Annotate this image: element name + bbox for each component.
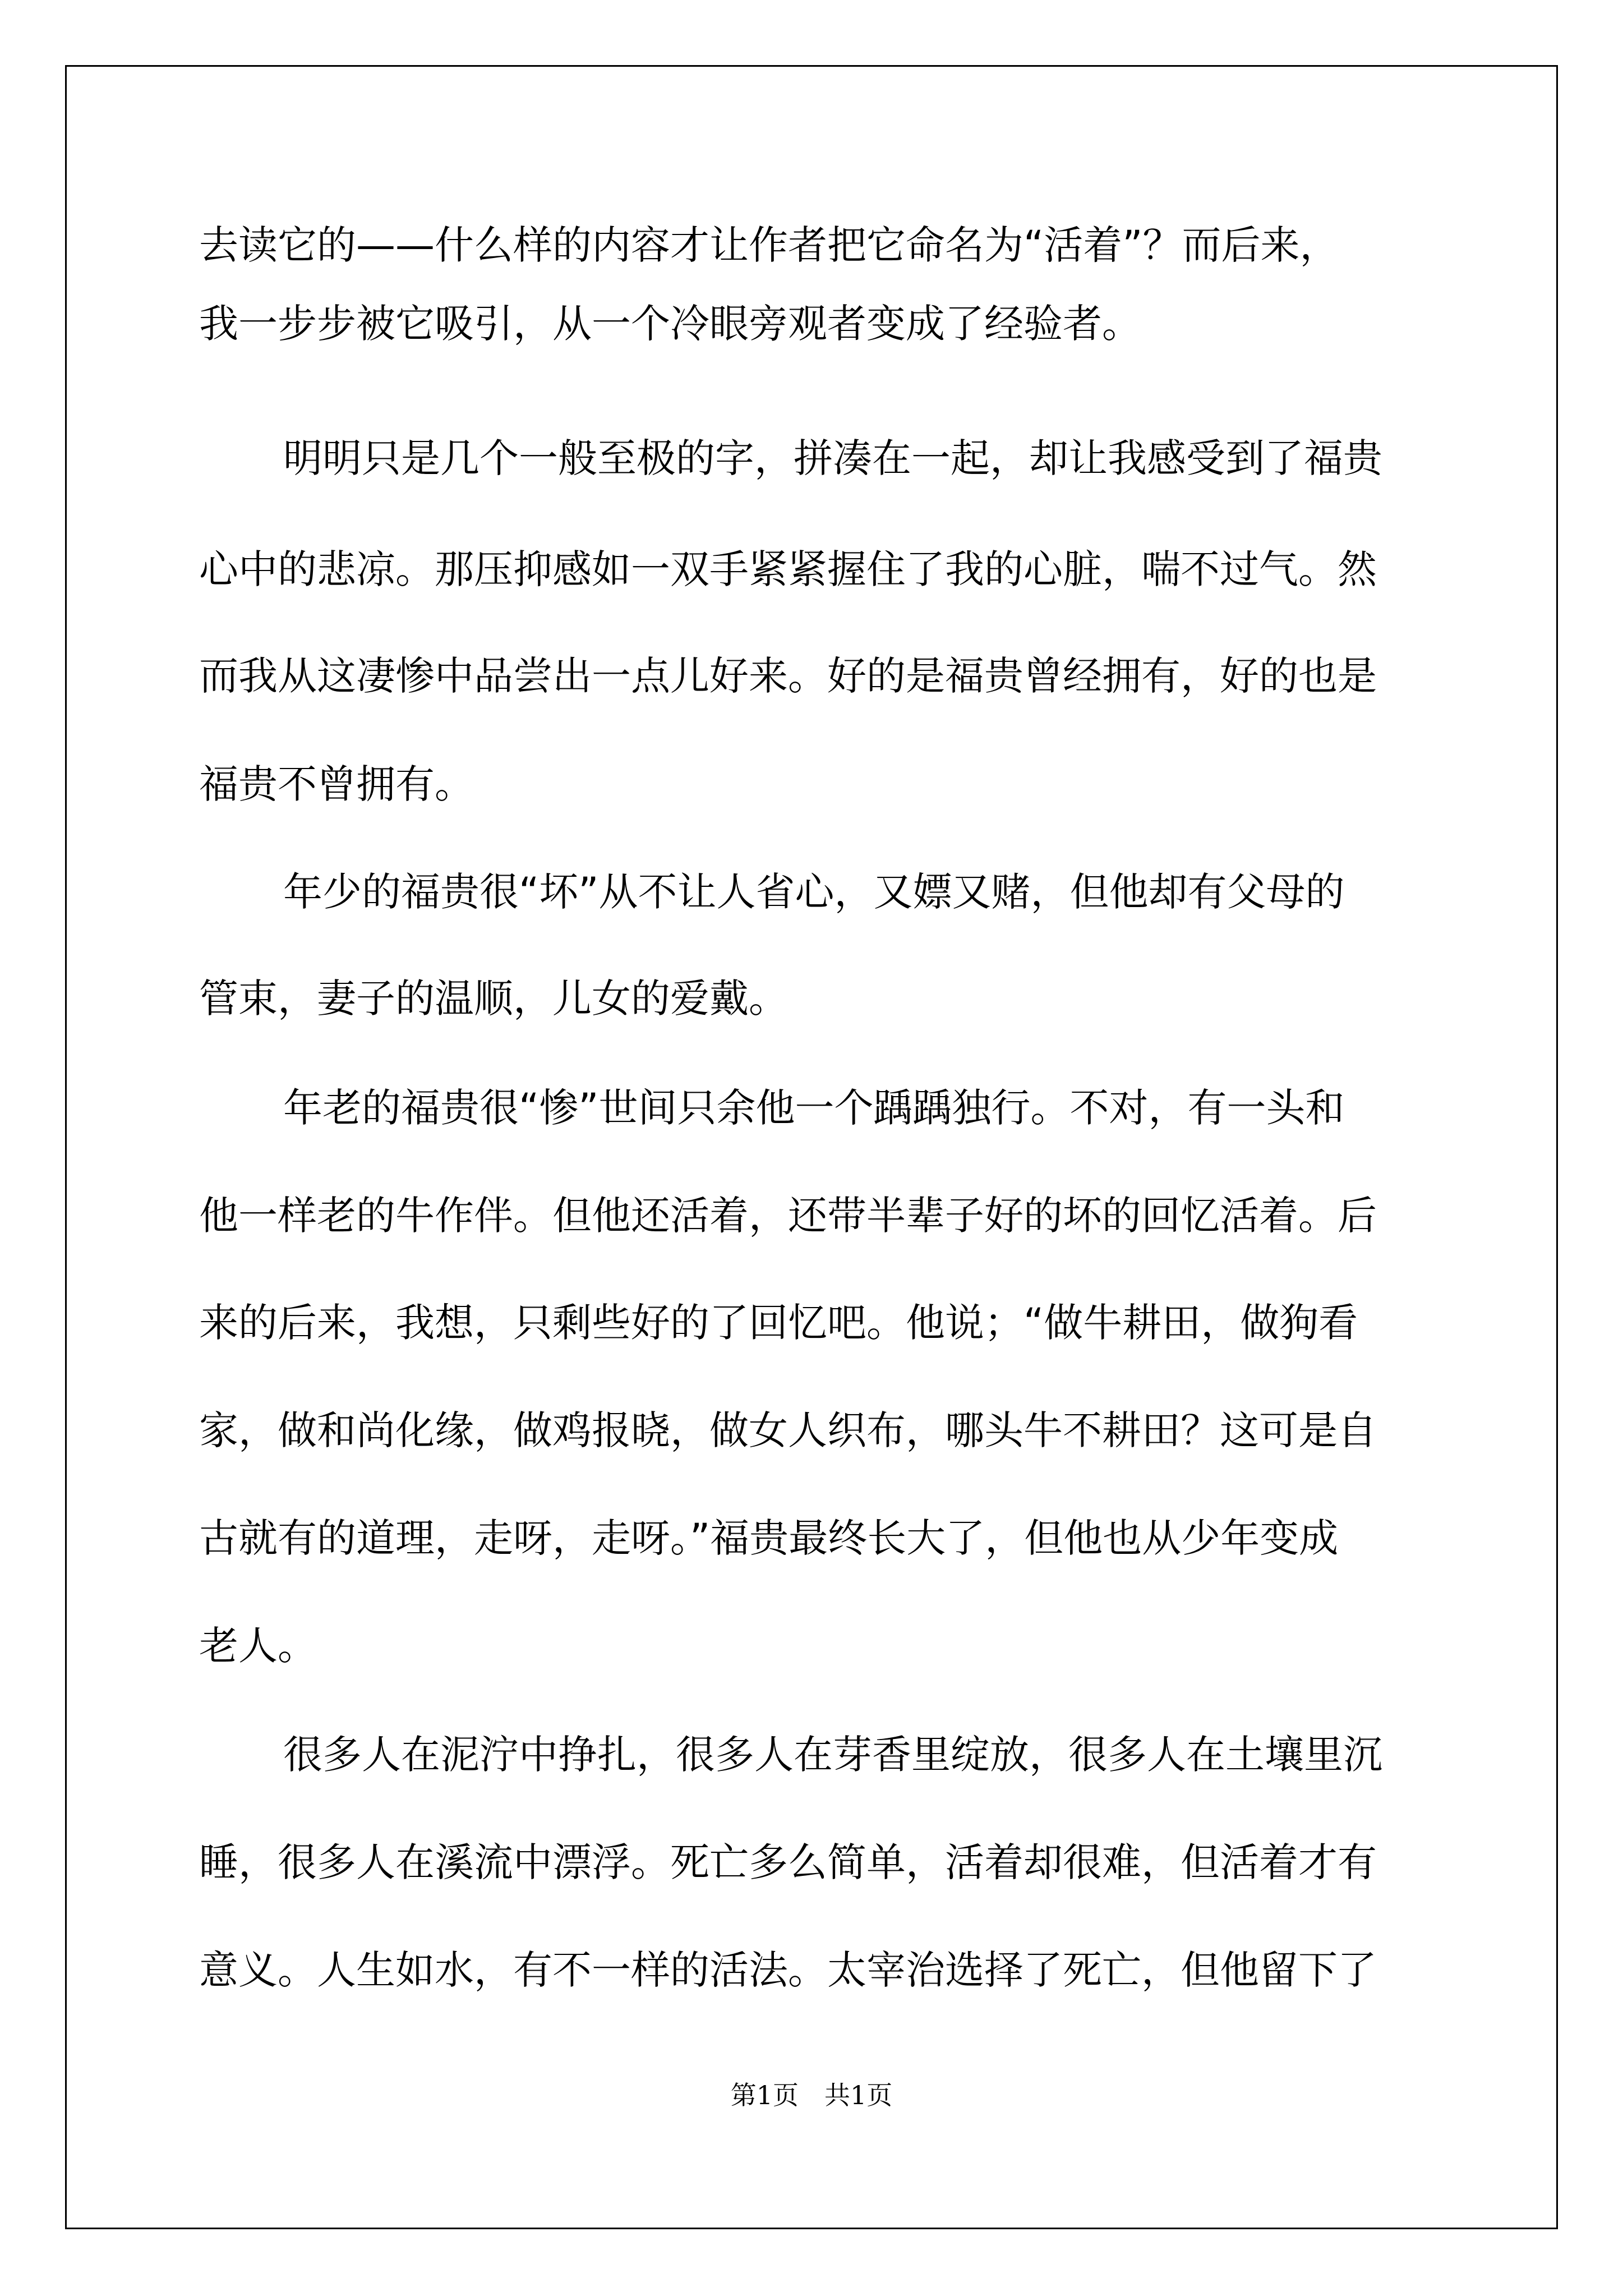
text-line: 管束，妻子的温顺，儿女的爱戴。 [199,976,788,1022]
text-line: 古就有的道理，走呀，走呀。”福贵最终长大了，但他也从少年变成 [199,1515,1339,1561]
text-line: 睡，很多人在溪流中漂浮。死亡多么简单，活着却很难，但活着才有 [199,1839,1377,1885]
text-line: 来的后来，我想，只剩些好的了回忆吧。他说；“做牛耕田，做狗看 [199,1300,1358,1346]
text-line: 福贵不曾拥有。 [199,761,474,807]
text-line: 很多人在泥泞中挣扎，很多人在芽香里绽放，很多人在土壤里沉 [283,1732,1382,1778]
text-line: 而我从这凄惨中品尝出一点儿好来。好的是福贵曾经拥有，好的也是 [199,653,1377,699]
text-line: 家，做和尚化缘，做鸡报晓，做女人织布，哪头牛不耕田？这可是自 [199,1407,1377,1453]
text-line: 年老的福贵很“惨”世间只余他一个踽踽独行。不对，有一头和 [283,1085,1345,1131]
text-line: 心中的悲凉。那压抑感如一双手紧紧握住了我的心脏，喘不过气。然 [199,546,1377,592]
text-line: 老人。 [199,1623,317,1669]
text-line: 年少的福贵很“坏”从不让人省心，又嫖又赌，但他却有父母的 [283,869,1345,915]
text-line: 他一样老的牛作伴。但他还活着，还带半辈子好的坏的回忆活着。后 [199,1193,1377,1239]
text-line: 意义。人生如水，有不一样的活法。太宰治选择了死亡，但他留下了 [199,1947,1377,1993]
text-line: 明明只是几个一般至极的字，拼凑在一起，却让我感受到了福贵 [283,435,1382,481]
page-number-footer: 第1页 共1页 [730,2080,893,2110]
text-line: 我一步步被它吸引，从一个冷眼旁观者变成了经验者。 [199,301,1141,347]
text-line: 去读它的——什么样的内容才让作者把它命名为“活着”？而后来， [199,222,1339,268]
